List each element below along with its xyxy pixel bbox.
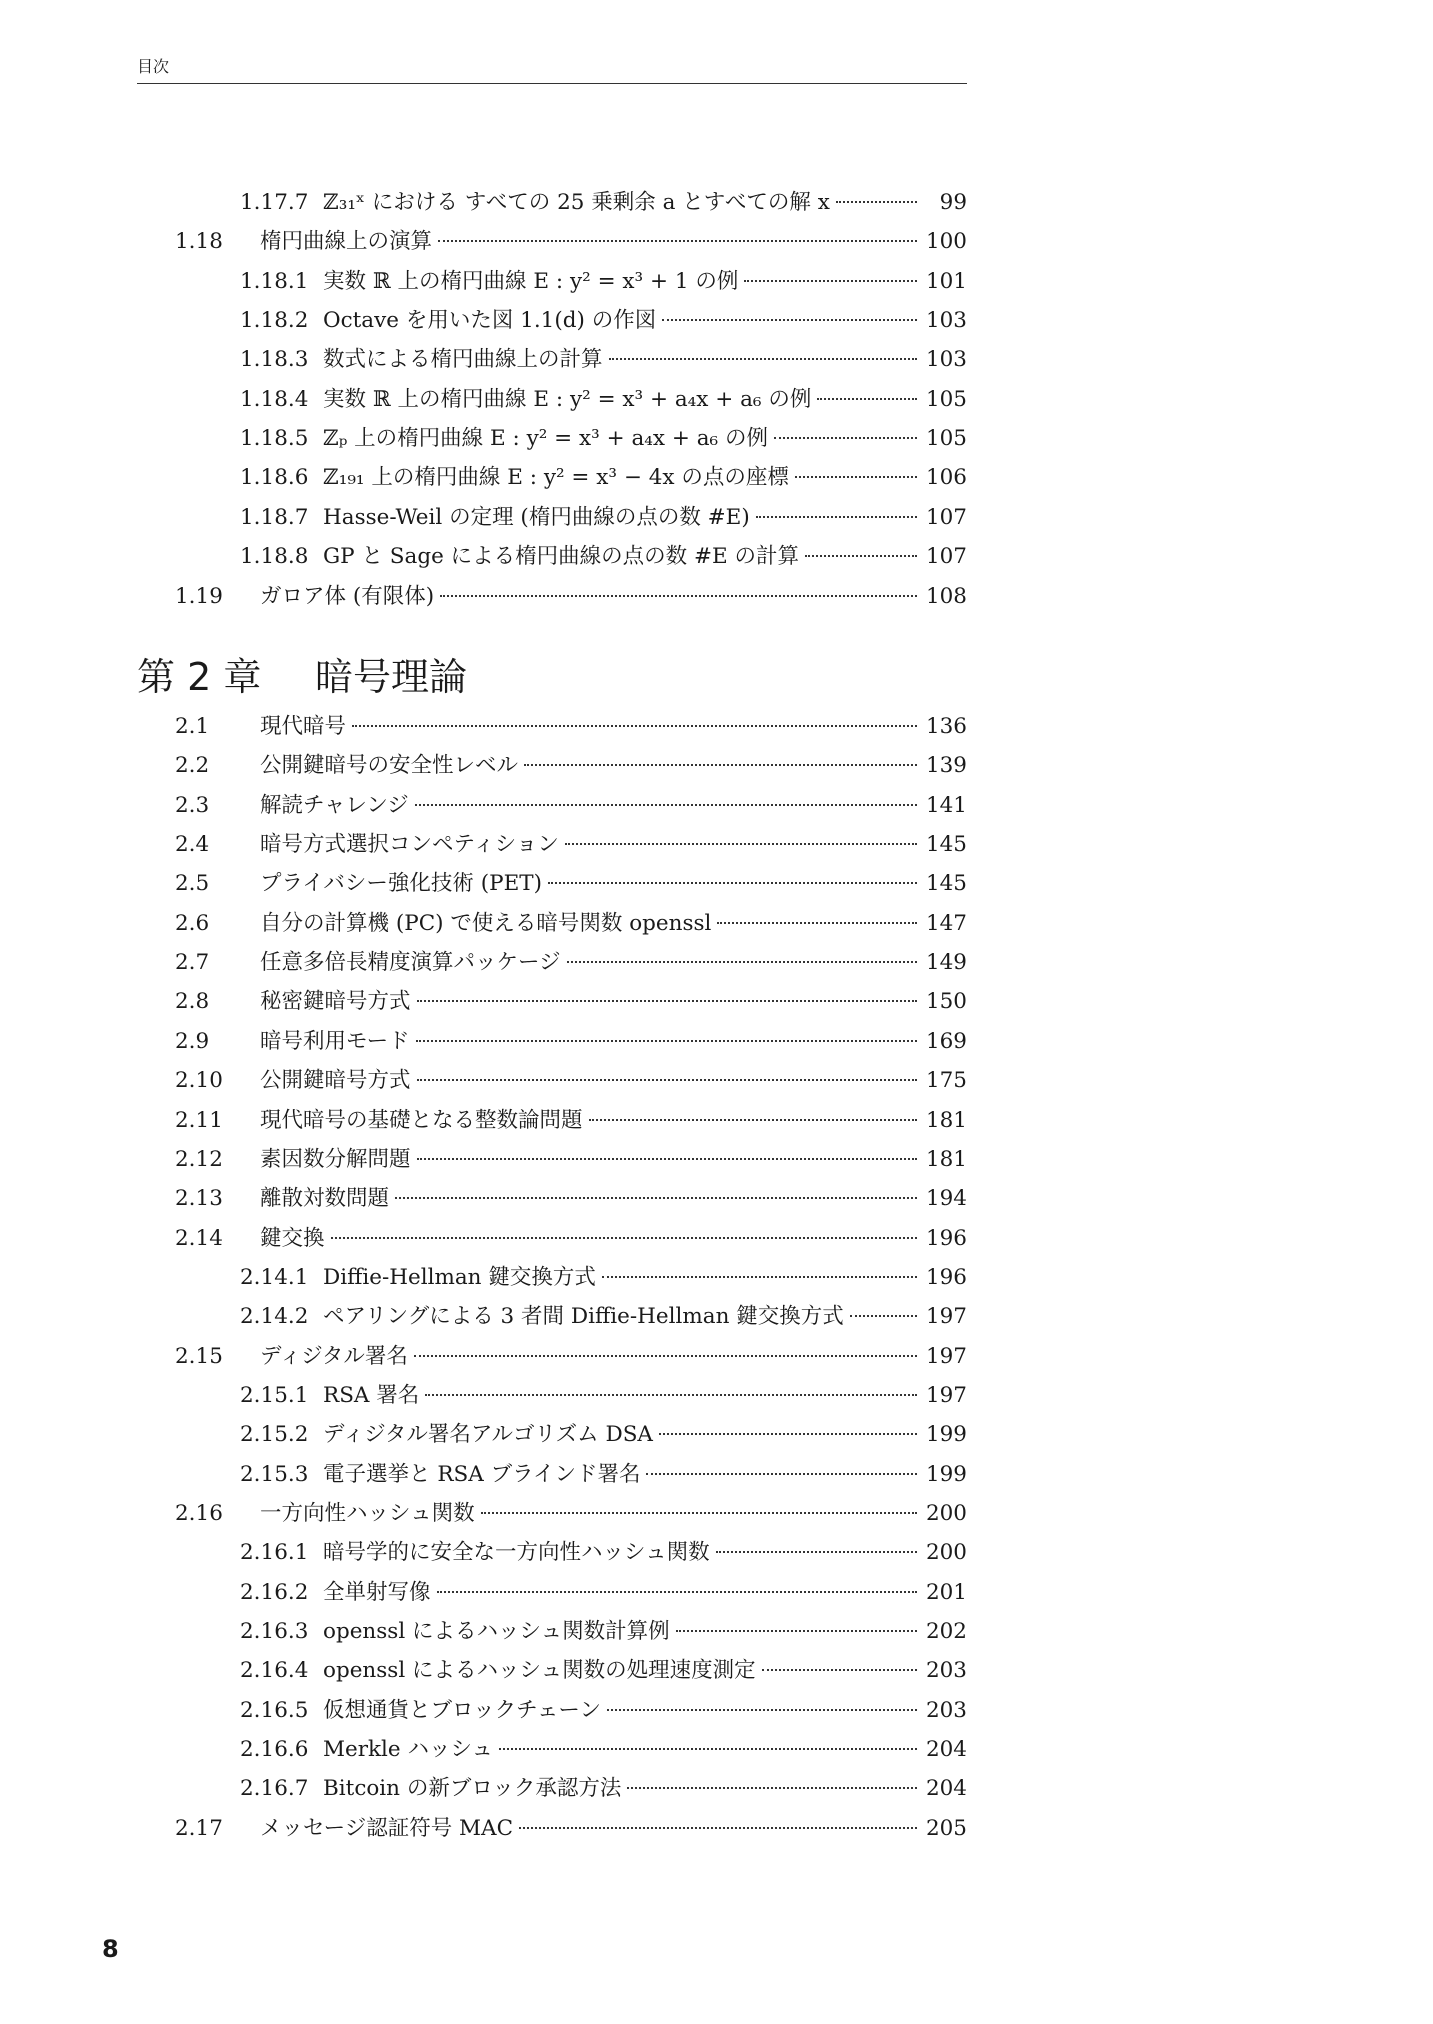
toc-entry[interactable]: [240, 1302, 967, 1334]
toc-entry-number: 2.16.3: [240, 1619, 309, 1644]
toc-entry-page: 175: [925, 1068, 967, 1093]
toc-entry[interactable]: [175, 712, 967, 744]
toc-entry-title: 楕円曲線上の演算: [260, 229, 433, 254]
toc-entry-title: 一方向性ハッシュ関数: [260, 1501, 475, 1526]
toc-entry-number: 2.16.4: [240, 1658, 309, 1683]
toc-entry-title: ガロア体 (有限体): [260, 584, 435, 609]
toc-entry-number: 2.6: [175, 911, 210, 936]
toc-entry[interactable]: [240, 1381, 967, 1413]
toc-entry[interactable]: [240, 424, 967, 456]
chapter-heading: [137, 652, 467, 702]
toc-entry-title: 仮想通貨とブロックチェーン: [323, 1698, 601, 1723]
toc-entry[interactable]: [240, 1538, 967, 1570]
dot-leader: [817, 398, 917, 400]
toc-entry-title: 現代暗号: [260, 714, 347, 739]
dot-leader: [567, 961, 917, 963]
toc-entry[interactable]: [175, 1499, 967, 1531]
toc-entry[interactable]: [240, 1263, 967, 1295]
toc-entry-number: 2.16.2: [240, 1580, 309, 1605]
toc-entry-number: 2.14.2: [240, 1304, 309, 1329]
running-header-title: 目次: [137, 57, 170, 76]
toc-entry-number: 1.18.2: [240, 308, 309, 333]
toc-entry-page: 196: [925, 1265, 967, 1290]
toc-entry-number: 2.7: [175, 950, 210, 975]
toc-entry-title: ディジタル署名: [260, 1344, 408, 1369]
toc-entry-number: 2.11: [175, 1108, 223, 1133]
toc-entry-title: 任意多倍長精度演算パッケージ: [260, 950, 561, 975]
dot-leader: [717, 922, 917, 924]
toc-entry-page: 147: [925, 911, 967, 936]
toc-entry-number: 2.16.7: [240, 1776, 309, 1801]
toc-entry-title: 鍵交換: [260, 1226, 325, 1251]
toc-entry-title: ℤ₁₉₁ 上の楕円曲線 E : y² = x³ − 4x の点の座標: [323, 465, 789, 490]
toc-entry-title: 数式による楕円曲線上の計算: [323, 347, 603, 372]
toc-entry[interactable]: [175, 791, 967, 823]
toc-entry-number: 2.15.3: [240, 1462, 309, 1487]
chapter-title: 暗号理論: [315, 655, 468, 699]
dot-leader: [795, 476, 917, 478]
toc-entry-number: 1.18.8: [240, 544, 309, 569]
toc-entry-title: 全単射写像: [323, 1580, 431, 1605]
dot-leader: [416, 1040, 917, 1042]
dot-leader: [602, 1276, 917, 1278]
dot-leader: [627, 1787, 917, 1789]
toc-entry-page: 203: [925, 1698, 967, 1723]
toc-entry[interactable]: [240, 1578, 967, 1610]
dot-leader: [607, 1709, 917, 1711]
dot-leader: [331, 1237, 917, 1239]
toc-entry-title: 実数 ℝ 上の楕円曲線 E : y² = x³ + a₄x + a₆ の例: [323, 387, 812, 412]
toc-entry-page: 145: [925, 832, 967, 857]
dot-leader: [850, 1315, 917, 1317]
toc-entry[interactable]: [175, 909, 967, 941]
toc-entry-title: 解読チャレンジ: [260, 793, 409, 818]
dot-leader: [438, 240, 917, 242]
toc-entry-title: 素因数分解問題: [260, 1147, 411, 1172]
toc-entry-number: 2.15.1: [240, 1383, 309, 1408]
toc-entry-page: 202: [925, 1619, 967, 1644]
toc-entry[interactable]: [240, 1696, 967, 1728]
toc-entry-number: 1.18.6: [240, 465, 309, 490]
toc-entry[interactable]: [175, 751, 967, 783]
toc-entry-page: 103: [925, 308, 967, 333]
toc-entry-title: RSA 署名: [323, 1383, 420, 1408]
dot-leader: [437, 1591, 917, 1593]
toc-entry-page: 100: [925, 229, 967, 254]
toc-entry[interactable]: [240, 1460, 967, 1492]
toc-entry-page: 197: [925, 1383, 967, 1408]
toc-entry-title: 公開鍵暗号の安全性レベル: [260, 753, 519, 778]
page-number: 8: [102, 1935, 119, 1963]
running-header: [137, 54, 967, 84]
dot-leader: [565, 843, 917, 845]
toc-entry-title: Merkle ハッシュ: [323, 1737, 494, 1762]
dot-leader: [662, 319, 917, 321]
toc-entry[interactable]: [175, 227, 967, 259]
toc-entry-number: 2.14.1: [240, 1265, 309, 1290]
toc-entry-page: 205: [925, 1816, 967, 1841]
toc-entry-number: 1.18.3: [240, 347, 309, 372]
toc-entry-page: 105: [925, 426, 967, 451]
toc-entry-number: 2.9: [175, 1029, 210, 1054]
dot-leader: [805, 555, 917, 557]
dot-leader: [756, 516, 917, 518]
toc-entry-title: 電子選挙と RSA ブラインド署名: [323, 1462, 641, 1487]
toc-entry-title: Diffie-Hellman 鍵交換方式: [323, 1265, 596, 1290]
toc-entry[interactable]: [175, 1106, 967, 1138]
toc-entry-number: 2.3: [175, 793, 210, 818]
chapter-label: 第 2 章: [137, 655, 262, 699]
toc-entry-page: 181: [925, 1147, 967, 1172]
toc-entry-title: ペアリングによる 3 者間 Diffie-Hellman 鍵交換方式: [323, 1304, 844, 1329]
dot-leader: [524, 764, 917, 766]
toc-entry[interactable]: [240, 1617, 967, 1649]
toc-entry[interactable]: [175, 987, 967, 1019]
toc-entry[interactable]: [240, 1656, 967, 1688]
toc-entry-number: 2.17: [175, 1816, 223, 1841]
dot-leader: [415, 804, 917, 806]
toc-entry-title: ディジタル署名アルゴリズム DSA: [323, 1422, 653, 1447]
toc-entry-page: 105: [925, 387, 967, 412]
toc-entry[interactable]: [240, 463, 967, 495]
toc-entry-page: 107: [925, 544, 967, 569]
toc-entry-page: 194: [925, 1186, 967, 1211]
toc-entry[interactable]: [175, 948, 967, 980]
dot-leader: [676, 1630, 917, 1632]
toc-entry[interactable]: [240, 1735, 967, 1767]
toc-entry[interactable]: [175, 582, 967, 614]
toc-entry-page: 136: [925, 714, 967, 739]
toc-entry-number: 1.18.1: [240, 269, 309, 294]
toc-entry[interactable]: [175, 1066, 967, 1098]
dot-leader: [481, 1512, 917, 1514]
toc-entry[interactable]: [175, 869, 967, 901]
toc-entry[interactable]: [240, 542, 967, 574]
toc-entry-title: メッセージ認証符号 MAC: [260, 1816, 514, 1841]
dot-leader: [762, 1669, 917, 1671]
toc-entry-page: 145: [925, 871, 967, 896]
toc-entry[interactable]: [175, 1184, 967, 1216]
toc-entry-number: 2.8: [175, 989, 210, 1014]
toc-entry-title: Bitcoin の新ブロック承認方法: [323, 1776, 622, 1801]
toc-entry[interactable]: [175, 830, 967, 862]
toc-entry-number: 2.10: [175, 1068, 223, 1093]
dot-leader: [774, 437, 917, 439]
toc-entry-number: 2.2: [175, 753, 210, 778]
toc-entry[interactable]: [175, 1027, 967, 1059]
toc-entry-title: Hasse-Weil の定理 (楕円曲線の点の数 #E): [323, 505, 750, 530]
toc-entry-title: ℤ₃₁ˣ における すべての 25 乗剰余 a とすべての解 x: [323, 190, 830, 215]
dot-leader: [417, 1000, 917, 1002]
toc-entry-page: 196: [925, 1226, 967, 1251]
toc-entry-page: 201: [925, 1580, 967, 1605]
toc-entry-title: 離散対数問題: [260, 1186, 390, 1211]
toc-entry-page: 149: [925, 950, 967, 975]
toc-entry-title: 実数 ℝ 上の楕円曲線 E : y² = x³ + 1 の例: [323, 269, 739, 294]
toc-entry-title: Octave を用いた図 1.1(d) の作図: [323, 308, 657, 333]
toc-entry-page: 108: [925, 584, 967, 609]
toc-entry-title: openssl によるハッシュ関数の処理速度測定: [323, 1658, 756, 1683]
dot-leader: [659, 1433, 917, 1435]
toc-entry-page: 199: [925, 1462, 967, 1487]
toc-entry[interactable]: [240, 1774, 967, 1806]
toc-entry-number: 2.16: [175, 1501, 223, 1526]
dot-leader: [744, 280, 917, 282]
toc-entry-number: 1.19: [175, 584, 223, 609]
toc-entry-number: 1.18.5: [240, 426, 309, 451]
toc-entry-number: 1.18.7: [240, 505, 309, 530]
toc-entry-title: プライバシー強化技術 (PET): [260, 871, 543, 896]
toc-entry-number: 2.15: [175, 1344, 223, 1369]
toc-entry-title: 自分の計算機 (PC) で使える暗号関数 openssl: [260, 911, 712, 936]
toc-entry-page: 200: [925, 1540, 967, 1565]
toc-entry[interactable]: [240, 385, 967, 417]
toc-entry-title: GP と Sage による楕円曲線の点の数 #E の計算: [323, 544, 800, 569]
toc-entry-number: 2.1: [175, 714, 210, 739]
dot-leader: [417, 1079, 917, 1081]
toc-entry-title: 暗号方式選択コンペティション: [260, 832, 559, 857]
toc-entry-page: 181: [925, 1108, 967, 1133]
toc-entry-page: 101: [925, 269, 967, 294]
toc-entry-page: 106: [925, 465, 967, 490]
dot-leader: [609, 358, 917, 360]
toc-entry-page: 197: [925, 1344, 967, 1369]
toc-entry-page: 150: [925, 989, 967, 1014]
toc-entry-title: openssl によるハッシュ関数計算例: [323, 1619, 670, 1644]
toc-entry-number: 1.17.7: [240, 190, 309, 215]
toc-entry-number: 2.16.6: [240, 1737, 309, 1762]
toc-entry-page: 141: [925, 793, 967, 818]
toc-entry-page: 197: [925, 1304, 967, 1329]
toc-entry-page: 204: [925, 1776, 967, 1801]
toc-entry[interactable]: [240, 188, 967, 220]
dot-leader: [414, 1355, 917, 1357]
toc-entry[interactable]: [240, 503, 967, 535]
dot-leader: [589, 1119, 917, 1121]
toc-entry-number: 1.18: [175, 229, 223, 254]
dot-leader: [440, 595, 917, 597]
toc-entry-page: 199: [925, 1422, 967, 1447]
dot-leader: [499, 1748, 917, 1750]
toc-entry-title: 暗号学的に安全な一方向性ハッシュ関数: [323, 1540, 710, 1565]
dot-leader: [395, 1197, 917, 1199]
dot-leader: [417, 1158, 917, 1160]
toc-entry[interactable]: [175, 1814, 967, 1846]
toc-entry[interactable]: [240, 1420, 967, 1452]
toc-entry-page: 99: [939, 190, 967, 215]
dot-leader: [425, 1394, 917, 1396]
dot-leader: [352, 725, 917, 727]
toc-entry-number: 2.16.1: [240, 1540, 309, 1565]
toc-entry-title: 現代暗号の基礎となる整数論問題: [260, 1108, 583, 1133]
toc-entry-page: 103: [925, 347, 967, 372]
toc-entry[interactable]: [240, 306, 967, 338]
toc-entry-number: 2.12: [175, 1147, 223, 1172]
toc-entry-number: 2.14: [175, 1226, 223, 1251]
toc-entry-title: 秘密鍵暗号方式: [260, 989, 411, 1014]
toc-entry-number: 2.13: [175, 1186, 223, 1211]
toc-entry-page: 107: [925, 505, 967, 530]
toc-entry-page: 204: [925, 1737, 967, 1762]
toc-entry-page: 200: [925, 1501, 967, 1526]
toc-entry[interactable]: [240, 345, 967, 377]
toc-entry[interactable]: [175, 1342, 967, 1374]
toc-entry-number: 2.4: [175, 832, 210, 857]
toc-entry-number: 2.15.2: [240, 1422, 309, 1447]
toc-entry[interactable]: [240, 267, 967, 299]
toc-entry-title: 暗号利用モード: [260, 1029, 410, 1054]
toc-entry-page: 169: [925, 1029, 967, 1054]
toc-entry-number: 2.16.5: [240, 1698, 309, 1723]
dot-leader: [646, 1473, 917, 1475]
toc-entry-title: 公開鍵暗号方式: [260, 1068, 411, 1093]
toc-entry-page: 139: [925, 753, 967, 778]
toc-entry[interactable]: [175, 1145, 967, 1177]
toc-entry-number: 1.18.4: [240, 387, 309, 412]
toc-entry-title: ℤₚ 上の楕円曲線 E : y² = x³ + a₄x + a₆ の例: [323, 426, 768, 451]
toc-entry-page: 203: [925, 1658, 967, 1683]
toc-entry-number: 2.5: [175, 871, 210, 896]
dot-leader: [716, 1551, 917, 1553]
dot-leader: [836, 201, 917, 203]
toc-entry[interactable]: [175, 1224, 967, 1256]
dot-leader: [548, 882, 917, 884]
dot-leader: [519, 1827, 917, 1829]
